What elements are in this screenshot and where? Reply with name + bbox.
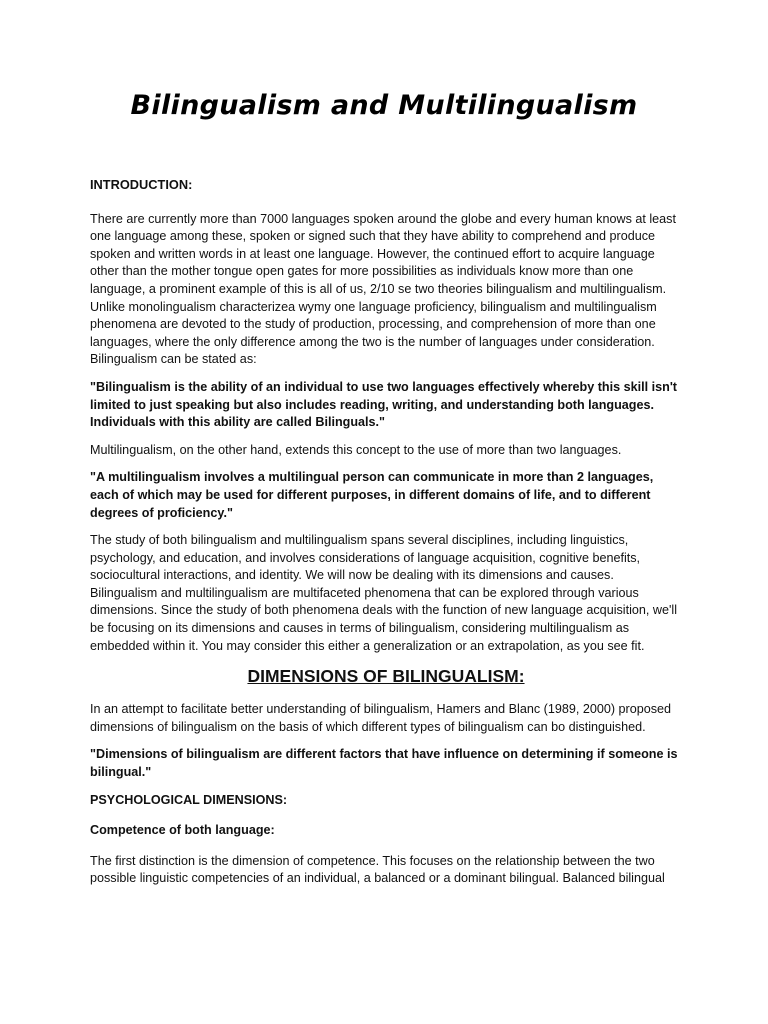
dimensions-paragraph: In an attempt to facilitate better understanding of bilingualism, Hamers and Blanc (1989, 2000) proposed dimensions of bilingualism on the basis of which different types of bilingualism can bo distinguished. [90,702,672,734]
document-body [90,176,682,898]
document-title: Bilingualism and Multilingualism [130,90,638,121]
multilingualism-paragraph: Multilingualism, on the other hand, extends this concept to the use of more than two languages. [90,442,622,457]
dimensions-definition-quote: "Dimensions of bilingualism are different factors that have influence on determining if someone is bilingual." [90,747,678,780]
dimensions-heading: DIMENSIONS OF BILINGUALISM: [247,666,525,687]
study-paragraph: The study of both bilingualism and multilingualism spans several disciplines, including linguistics, psychology, and education, and involves considerations of language acquisition, cognitive benefits, sociocultural interactions, and identity. We will now be dealing with its dimensions and causes. Bilingualism and multilingualism are multifaceted phenomena that can be explored through various dimensions. Since the study of both phenomena deals with the function of new language acquisition, we'll be focusing on its dimensions and causes in terms of bilingualism, considering multilingualism as embedded within it. You may consider this either a generalization or an extrapolation, as you see fit. [90,533,677,653]
psychological-dimensions-label: PSYCHOLOGICAL DIMENSIONS: [90,792,288,807]
competence-paragraph: The first distinction is the dimension of competence. This focuses on the relationship between the two possible linguistic competencies of an individual, a balanced or a dominant bilingual. Balanced bilingual [90,853,665,886]
bilingualism-definition-quote: "Bilingualism is the ability of an individual to use two languages effectively whereby this skill isn't limited to just speaking but also includes reading, writing, and understanding both languages. Individuals with this ability are called Bilinguals." [90,379,678,430]
competence-label: Competence of both language: [90,823,275,838]
multilingualism-definition-quote: "A multilingualism involves a multilingual person can communicate in more than 2 languages, each of which may be used for different purposes, in different domains of life, and to different degrees of proficiency." [90,470,654,520]
introduction-label: INTRODUCTION: [90,177,193,192]
introduction-paragraph: There are currently more than 7000 languages spoken around the globe and every human knows at least one language among these, spoken or signed such that they have ability to comprehend and produce spoken and written words in at least one language. However, the continued effort to acquire language other than the mother tongue open gates for more possibilities as individuals know more than one language, a prominent example of this is all of us, 2/10 se two theories bilingualism and multilingualism. Unlike monolingualism characterizea wymy one language proficiency, bilingualism and multilingualism phenomena are devoted to the study of production, processing, and comprehension of more than one languages, where the only difference among the two is the number of languages under consideration. Bilingualism can be stated as: [90,211,676,367]
